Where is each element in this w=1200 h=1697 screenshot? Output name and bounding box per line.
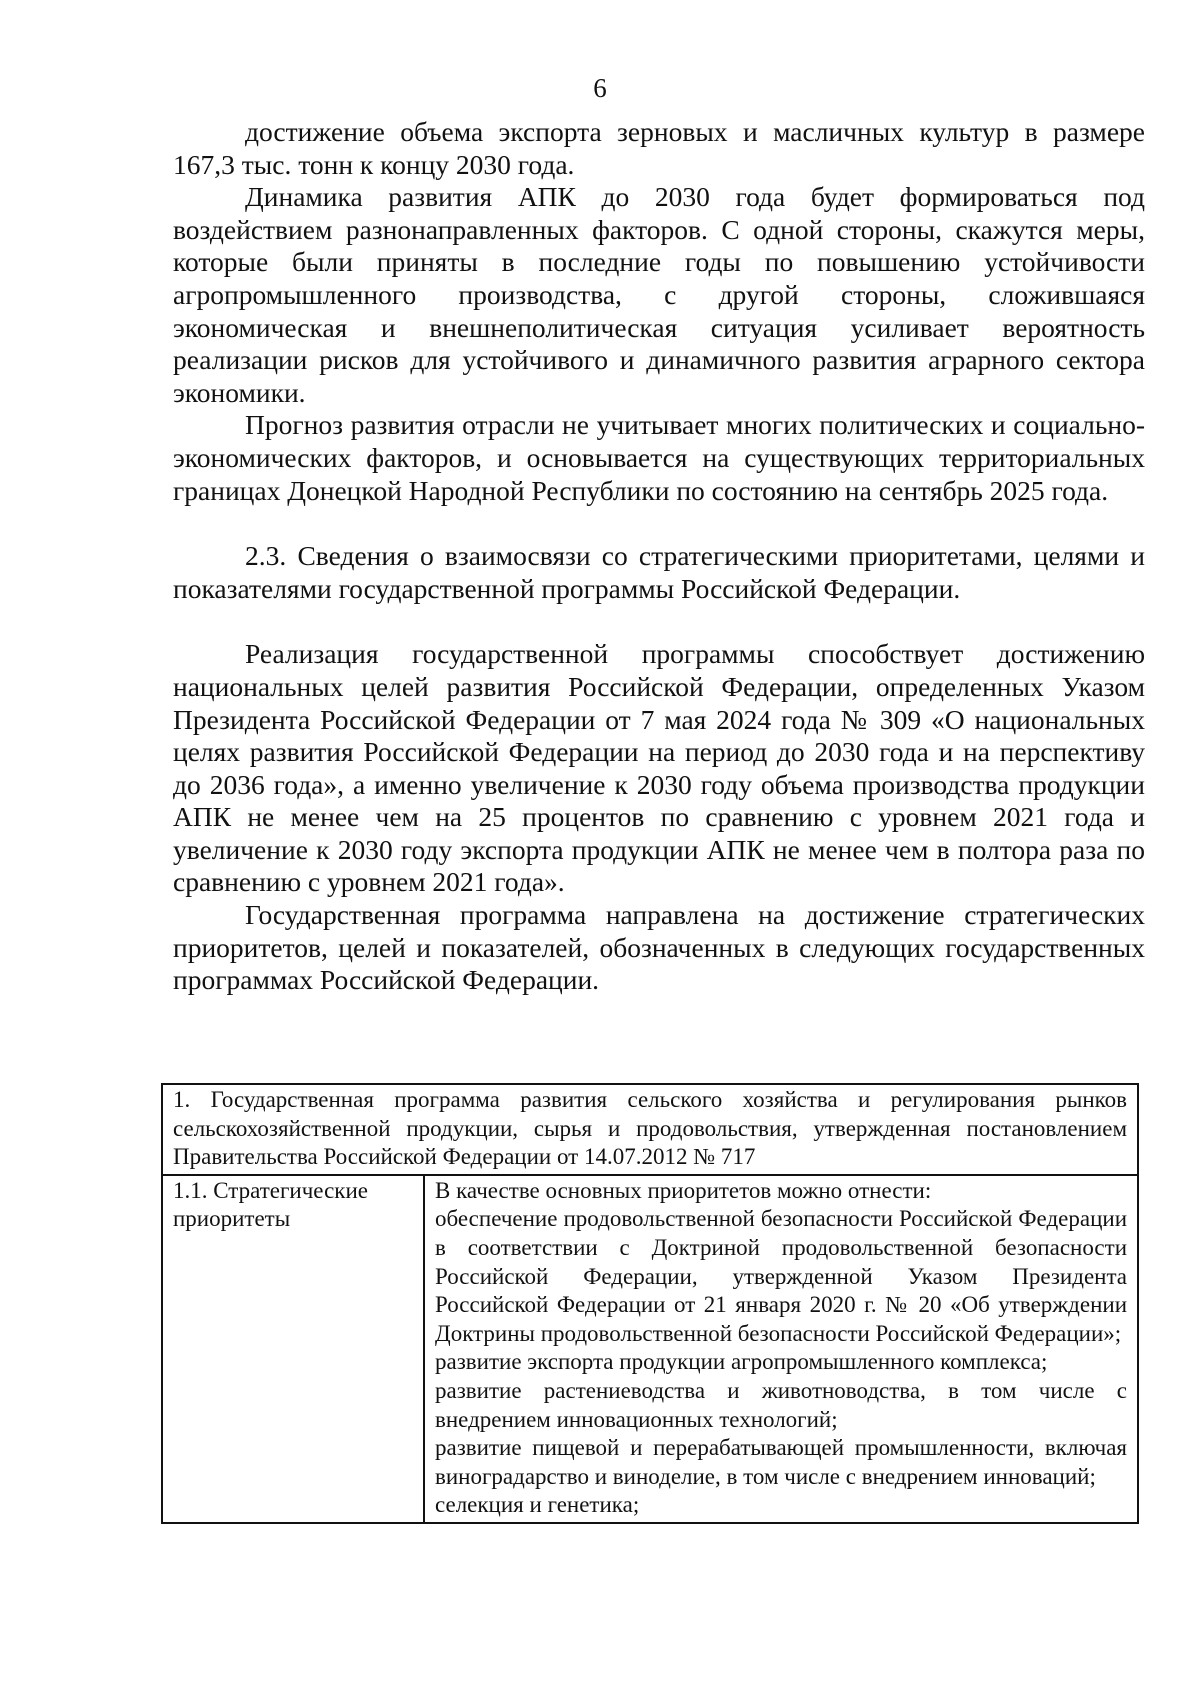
- priorities-intro: В качестве основных приоритетов можно отнести:: [435, 1177, 932, 1203]
- section-heading-2-3: 2.3. Сведения о взаимосвязи со стратегическими приоритетами, целями и показателями государственной программы Российской Федерации.: [173, 540, 1145, 604]
- table-row-label: [162, 1175, 424, 1523]
- paragraph-program-direction: Государственная программа направлена на достижение стратегических приоритетов, целей и показателей, обозначенных в следующих государственных программах Российской Федерации.: [173, 899, 1145, 996]
- program-table: [161, 1083, 1139, 1524]
- spacer: [173, 605, 1145, 638]
- list-item: развитие растениеводства и животноводства, в том числе с внедрением инновационных технологий;: [435, 1377, 1128, 1432]
- table-row: [162, 1175, 1138, 1523]
- paragraph-national-goals: Реализация государственной программы способствует достижению национальных целей развития Российской Федерации, определенных Указом Президента Российской Федерации от 7 мая 2024 года № 309 «О национальных целях развития Российской Федерации на период до 2030 года и на перспективу до 2036 года», а именно увеличение к 2030 году объема производства продукции АПК не менее чем на 25 процентов по сравнению с уровнем 2021 года и увеличение к 2030 году экспорта продукции АПК не менее чем в полтора раза по сравнению с уровнем 2021 года».: [173, 638, 1145, 898]
- paragraph-export-target: достижение объема экспорта зерновых и масличных культур в размере 167,3 тыс. тонн к концу 2030 года.: [173, 116, 1145, 180]
- strategic-priorities-label: 1.1. Стратегические приоритеты: [173, 1177, 368, 1232]
- page-number: 6: [593, 73, 607, 103]
- table-row-content: [424, 1175, 1138, 1523]
- document-body: [173, 116, 1145, 997]
- spacer: [173, 507, 1145, 540]
- list-item: обеспечение продовольственной безопасности Российской Федерации в соответствии с Доктриной продовольственной безопасности Российской Федерации, утвержденной Указом Президента Российской Федерации от 21 января 2020 г. № 20 «Об утверждении Доктрины продовольственной безопасности Российской Федерации»;: [435, 1206, 1128, 1346]
- list-item: селекция и генетика;: [435, 1492, 640, 1518]
- list-item: развитие экспорта продукции агропромышленного комплекса;: [435, 1349, 1048, 1375]
- table-header-row: [162, 1084, 1138, 1175]
- paragraph-forecast: Прогноз развития отрасли не учитывает многих политических и социально-экономических факторов, и основывается на существующих территориальных границах Донецкой Народной Республики по состоянию на сентябрь 2025 года.: [173, 409, 1145, 506]
- list-item: развитие пищевой и перерабатывающей промышленности, включая виноградарство и виноделие, в том числе с внедрением инноваций;: [435, 1435, 1128, 1489]
- paragraph-apk-dynamics: Динамика развития АПК до 2030 года будет формироваться под воздействием разнонаправленных факторов. С одной стороны, скажутся меры, которые были приняты в последние годы по повышению устойчивости агропромышленного производства, с другой стороны, сложившаяся экономическая и внешнеполитическая ситуация усиливает вероятность реализации рисков для устойчивого и динамичного развития аграрного сектора экономики.: [173, 181, 1145, 408]
- table-header-cell: 1. Государственная программа развития сельского хозяйства и регулирования рынков сельскохозяйственной продукции, сырья и продовольствия, утвержденная постановлением Правительства Российской Федерации от 14.07.2012 № 717: [162, 1084, 1138, 1175]
